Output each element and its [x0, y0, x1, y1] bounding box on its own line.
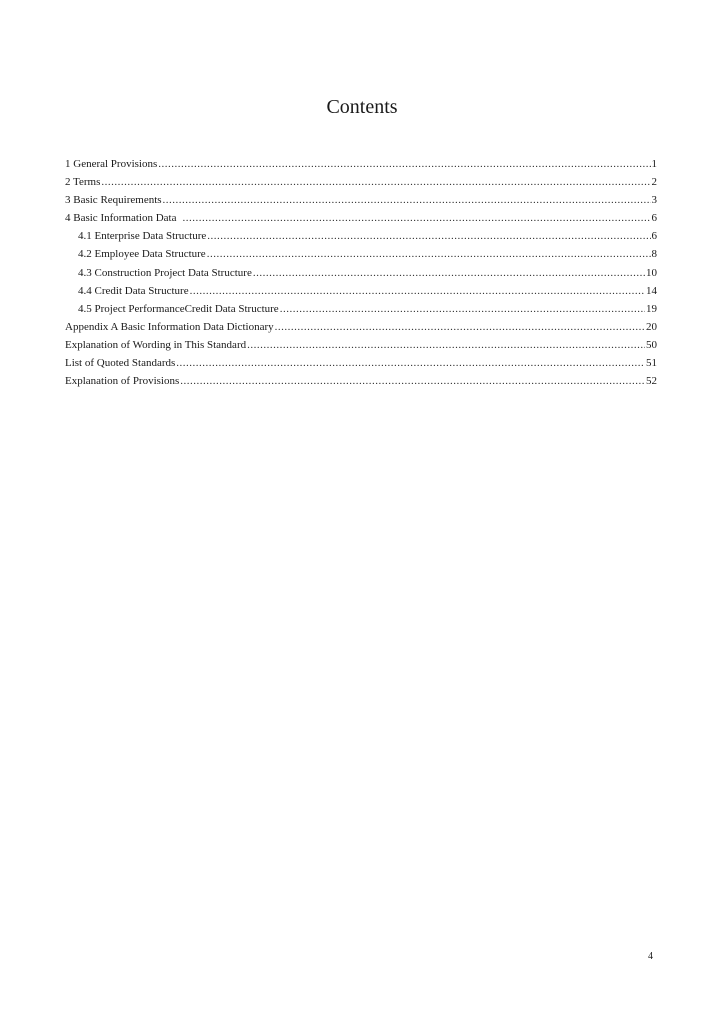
toc-entry-label: 4.1 Enterprise Data Structure	[78, 230, 207, 243]
toc-entry[interactable]	[65, 264, 657, 282]
toc-leader-dots	[101, 173, 650, 191]
toc-leader-dots	[183, 209, 651, 227]
toc-entry-page: 51	[646, 357, 657, 370]
toc-entry-label: Explanation of Wording in This Standard	[65, 338, 247, 351]
toc-entry[interactable]	[65, 354, 657, 372]
toc-entry-page: 19	[646, 302, 657, 315]
toc-entry-page: 3	[651, 194, 657, 207]
toc-entry-label: 4.4 Credit Data Structure	[78, 284, 189, 297]
toc-entry-page: 20	[646, 320, 657, 333]
table-of-contents	[65, 155, 657, 390]
toc-entry[interactable]	[65, 300, 657, 318]
toc-leader-dots	[190, 282, 645, 300]
toc-leader-dots	[207, 245, 651, 263]
toc-leader-dots	[180, 372, 645, 390]
toc-entry-page: 1	[651, 158, 657, 170]
toc-entry[interactable]	[65, 191, 657, 209]
toc-entry-page: 52	[646, 375, 657, 388]
page-number: 4	[648, 951, 653, 962]
toc-entry[interactable]	[65, 282, 657, 300]
toc-entry[interactable]	[65, 209, 657, 227]
toc-leader-dots	[253, 264, 645, 282]
toc-entry-page: 14	[646, 284, 657, 297]
toc-entry[interactable]	[65, 227, 657, 245]
toc-entry[interactable]	[65, 245, 657, 263]
toc-entry-label: 1 General Provisions	[65, 158, 158, 170]
toc-entry-label: Explanation of Provisions	[65, 375, 180, 388]
toc-leader-dots	[247, 336, 645, 354]
toc-entry-page: 2	[651, 176, 657, 189]
toc-entry[interactable]	[65, 155, 657, 173]
toc-entry[interactable]	[65, 173, 657, 191]
toc-entry-label: 4.2 Employee Data Structure	[78, 248, 206, 261]
toc-entry-label: 2 Terms	[65, 176, 101, 189]
toc-entry-page: 50	[646, 338, 657, 351]
toc-entry-page: 6	[651, 230, 657, 243]
toc-entry[interactable]	[65, 318, 657, 336]
toc-entry-label: 4.5 Project PerformanceCredit Data Structure	[78, 302, 279, 315]
toc-entry-page: 10	[646, 266, 657, 279]
toc-leader-dots	[176, 354, 645, 372]
toc-entry-page: 8	[651, 248, 657, 261]
toc-entry-label: Appendix A Basic Information Data Dictionary	[65, 320, 274, 333]
toc-leader-dots	[207, 227, 650, 245]
page-title: Contents	[326, 96, 398, 118]
toc-entry-page: 6	[651, 212, 657, 225]
toc-leader-dots	[158, 155, 650, 173]
toc-leader-dots	[275, 318, 645, 336]
toc-leader-dots	[163, 191, 651, 209]
toc-entry[interactable]	[65, 372, 657, 390]
toc-entry-label: 4 Basic Information Data	[65, 212, 177, 225]
toc-entry[interactable]	[65, 336, 657, 354]
toc-entry-label: List of Quoted Standards	[65, 357, 176, 370]
toc-entry-label: 3 Basic Requirements	[65, 194, 162, 207]
toc-entry-label: 4.3 Construction Project Data Structure	[78, 266, 252, 279]
toc-leader-dots	[280, 300, 645, 318]
